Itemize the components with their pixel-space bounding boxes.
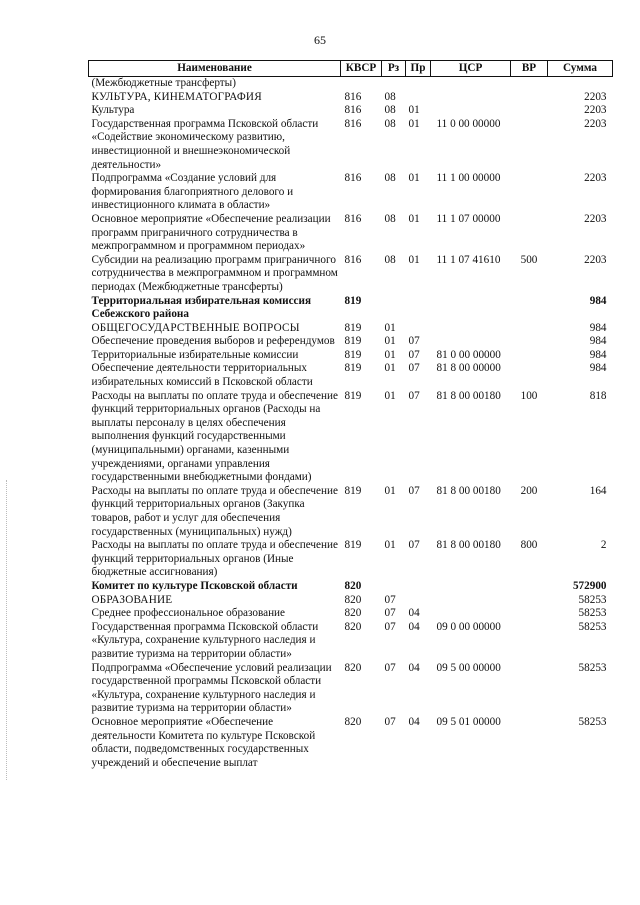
cell-rz: 08	[384, 117, 396, 130]
table-row	[89, 580, 613, 594]
cell-vr	[511, 335, 548, 349]
cell-name: Государственная программа Псковской области «Содействие экономическому развитию, инвестиционной и внешнеэкономической деятельности»	[91, 117, 319, 171]
cell-sum: 2	[600, 539, 607, 552]
cell-vr	[511, 91, 548, 105]
cell-pr: 01	[408, 212, 420, 225]
cell-kvsr: 819	[344, 335, 362, 348]
cell-name: Расходы на выплаты по оплате труда и обеспечение функций территориальных органов (Иные бюджетные ассигнования)	[91, 539, 338, 579]
cell-csr: 11 1 07 41610	[436, 253, 501, 266]
table-row	[89, 621, 613, 662]
cell-vr: 100	[520, 389, 538, 402]
cell-rz: 08	[384, 90, 396, 103]
cell-rz	[382, 580, 406, 594]
cell-vr	[511, 118, 548, 172]
cell-csr: 11 1 00 00000	[436, 172, 501, 185]
cell-sum: 58253	[578, 607, 607, 620]
table-row	[89, 91, 613, 105]
table-row	[89, 362, 613, 389]
cell-kvsr: 816	[344, 172, 362, 185]
cell-csr	[431, 607, 511, 621]
cell-pr	[406, 77, 431, 91]
cell-rz: 01	[384, 321, 396, 334]
cell-pr	[406, 322, 431, 336]
cell-kvsr: 816	[344, 90, 362, 103]
table-row	[89, 77, 613, 91]
table-header	[89, 61, 613, 77]
budget-table	[88, 60, 613, 770]
cell-rz	[382, 77, 406, 91]
table-row	[89, 349, 613, 363]
cell-pr: 07	[408, 539, 420, 552]
cell-rz: 08	[384, 212, 396, 225]
cell-rz: 01	[384, 539, 396, 552]
cell-vr	[511, 621, 548, 662]
cell-name: КУЛЬТУРА, КИНЕМАТОГРАФИЯ	[91, 90, 262, 103]
cell-vr	[511, 77, 548, 91]
cell-name: Комитет по культуре Псковской области	[91, 579, 298, 592]
cell-sum: 58253	[578, 620, 607, 633]
cell-vr	[511, 295, 548, 322]
cell-csr: 81 8 00 00180	[436, 539, 501, 552]
cell-pr	[406, 295, 431, 322]
table-row	[89, 716, 613, 770]
cell-csr: 09 5 00 00000	[436, 661, 501, 674]
header-kvsr: КВСР	[341, 61, 382, 77]
table-row	[89, 104, 613, 118]
cell-name: Обеспечение деятельности территориальных избирательных комиссий в Псковской области	[91, 362, 313, 389]
cell-sum: 2203	[584, 212, 607, 225]
cell-kvsr: 820	[344, 661, 362, 674]
cell-name: Подпрограмма «Обеспечение условий реализации государственной программы Псковской области «Культура, сохранение культурного наследия и развитие туризма на территории области»	[91, 661, 332, 715]
cell-pr: 04	[408, 661, 420, 674]
cell-csr: 81 0 00 00000	[436, 348, 501, 361]
cell-sum	[548, 77, 613, 91]
cell-pr: 07	[408, 484, 420, 497]
cell-name: Субсидии на реализацию программ приграничного сотрудничества в межпрограммном и программном периодах (Межбюджетные трансферты)	[91, 253, 338, 293]
cell-name: Территориальные избирательные комиссии	[91, 348, 299, 361]
header-name: Наименование	[89, 61, 341, 77]
cell-kvsr: 820	[344, 620, 362, 633]
cell-sum: 984	[589, 294, 607, 307]
cell-kvsr: 820	[344, 593, 362, 606]
cell-sum: 2203	[584, 104, 607, 117]
cell-sum: 164	[589, 484, 607, 497]
cell-name: Государственная программа Псковской области «Культура, сохранение культурного наследия и развитие туризма на территории области»	[91, 620, 319, 660]
cell-rz: 07	[384, 607, 396, 620]
table-row	[89, 390, 613, 485]
cell-name: Среднее профессиональное образование	[91, 607, 286, 620]
cell-csr: 81 8 00 00180	[436, 389, 501, 402]
cell-sum: 58253	[578, 715, 607, 728]
cell-name: Основное мероприятие «Обеспечение деятельности Комитета по культуре Псковской области, подведомственных государственных учреждений и обеспечение выплат	[91, 715, 316, 769]
table-body	[89, 77, 613, 771]
cell-vr: 200	[520, 484, 538, 497]
cell-csr	[431, 104, 511, 118]
cell-vr	[511, 607, 548, 621]
cell-rz: 07	[384, 661, 396, 674]
cell-rz	[382, 295, 406, 322]
cell-rz: 01	[384, 362, 396, 375]
table-row	[89, 539, 613, 580]
cell-vr	[511, 322, 548, 336]
cell-sum: 818	[589, 389, 607, 402]
table-row	[89, 335, 613, 349]
cell-rz: 08	[384, 253, 396, 266]
cell-rz: 08	[384, 104, 396, 117]
header-rz: Рз	[382, 61, 406, 77]
cell-kvsr: 820	[344, 579, 362, 592]
header-sum: Сумма	[548, 61, 613, 77]
cell-rz: 08	[384, 172, 396, 185]
cell-vr	[511, 716, 548, 770]
cell-name: ОБРАЗОВАНИЕ	[91, 593, 173, 606]
cell-csr	[431, 322, 511, 336]
table-row	[89, 662, 613, 716]
cell-pr	[406, 580, 431, 594]
cell-vr: 800	[520, 539, 538, 552]
cell-csr	[431, 580, 511, 594]
cell-csr: 09 5 01 00000	[436, 715, 501, 728]
cell-name: ОБЩЕГОСУДАРСТВЕННЫЕ ВОПРОСЫ	[91, 321, 300, 334]
cell-name: Расходы на выплаты по оплате труда и обеспечение функций территориальных органов (Расходы на выплаты персоналу в целях обеспечения выполнения функций государственными (муниципальными) органами, казенными учреждениями, органами управления государственными внебюджетными фондами)	[91, 389, 338, 484]
cell-csr	[431, 335, 511, 349]
table-row	[89, 254, 613, 295]
cell-rz: 07	[384, 620, 396, 633]
cell-sum: 984	[589, 348, 607, 361]
cell-csr: 81 8 00 00180	[436, 484, 501, 497]
cell-sum: 58253	[578, 661, 607, 674]
cell-pr: 01	[408, 117, 420, 130]
table-row	[89, 594, 613, 608]
cell-sum: 2203	[584, 172, 607, 185]
cell-vr	[511, 213, 548, 254]
table-row	[89, 607, 613, 621]
cell-kvsr	[341, 77, 382, 91]
table-row	[89, 172, 613, 213]
table-row	[89, 213, 613, 254]
cell-rz: 01	[384, 335, 396, 348]
header-pr: Пр	[406, 61, 431, 77]
cell-vr	[511, 662, 548, 716]
cell-name: Подпрограмма «Создание условий для формирования благоприятного делового и инвестиционного климата в области»	[91, 172, 294, 212]
cell-kvsr: 816	[344, 117, 362, 130]
cell-csr: 81 8 00 00000	[436, 362, 501, 375]
cell-csr	[431, 594, 511, 608]
cell-sum: 2203	[584, 253, 607, 266]
header-csr: ЦСР	[431, 61, 511, 77]
table-row	[89, 322, 613, 336]
scan-margin-artifact	[6, 480, 9, 780]
cell-csr: 11 0 00 00000	[436, 117, 501, 130]
cell-vr: 500	[520, 253, 538, 266]
cell-vr	[511, 104, 548, 118]
cell-csr	[431, 295, 511, 322]
cell-sum: 2203	[584, 117, 607, 130]
cell-kvsr: 816	[344, 104, 362, 117]
cell-kvsr: 819	[344, 321, 362, 334]
table-row	[89, 485, 613, 539]
cell-rz: 07	[384, 593, 396, 606]
cell-pr	[406, 594, 431, 608]
cell-sum: 572900	[572, 579, 607, 592]
cell-pr: 01	[408, 104, 420, 117]
cell-name: Культура	[91, 104, 135, 117]
cell-name: Обеспечение проведения выборов и референдумов	[91, 335, 335, 348]
cell-sum: 984	[589, 335, 607, 348]
cell-csr: 11 1 07 00000	[436, 212, 501, 225]
cell-kvsr: 816	[344, 253, 362, 266]
header-vr: ВР	[511, 61, 548, 77]
cell-kvsr: 820	[344, 715, 362, 728]
cell-pr: 07	[408, 335, 420, 348]
cell-name: Расходы на выплаты по оплате труда и обеспечение функций территориальных органов (Закупка товаров, работ и услуг для обеспечения государственных (муниципальных) нужд)	[91, 484, 338, 538]
cell-name: Основное мероприятие «Обеспечение реализации программ приграничного сотрудничества в межпрограммном и программном периодах»	[91, 212, 331, 253]
cell-pr: 04	[408, 607, 420, 620]
cell-pr	[406, 91, 431, 105]
cell-sum: 58253	[578, 593, 607, 606]
cell-sum: 984	[589, 321, 607, 334]
cell-kvsr: 819	[344, 362, 362, 375]
cell-pr: 04	[408, 715, 420, 728]
cell-csr: 09 0 00 00000	[436, 620, 501, 633]
cell-vr	[511, 172, 548, 213]
cell-pr: 07	[408, 362, 420, 375]
cell-kvsr: 819	[344, 348, 362, 361]
table-row	[89, 118, 613, 172]
cell-kvsr: 819	[344, 484, 362, 497]
cell-csr	[431, 77, 511, 91]
cell-vr	[511, 349, 548, 363]
cell-kvsr: 820	[344, 607, 362, 620]
cell-kvsr: 819	[344, 539, 362, 552]
cell-pr: 07	[408, 389, 420, 402]
cell-pr: 01	[408, 253, 420, 266]
cell-name: Территориальная избирательная комиссия Себежского района	[91, 294, 311, 321]
cell-name: (Межбюджетные трансферты)	[91, 77, 236, 89]
cell-pr: 01	[408, 172, 420, 185]
cell-vr	[511, 580, 548, 594]
cell-rz: 07	[384, 715, 396, 728]
cell-kvsr: 816	[344, 212, 362, 225]
cell-kvsr: 819	[344, 389, 362, 402]
cell-rz: 01	[384, 484, 396, 497]
cell-pr: 04	[408, 620, 420, 633]
cell-vr	[511, 362, 548, 389]
page-number: 65	[314, 33, 326, 47]
cell-rz: 01	[384, 348, 396, 361]
cell-sum: 2203	[584, 90, 607, 103]
table-row	[89, 295, 613, 322]
cell-rz: 01	[384, 389, 396, 402]
cell-kvsr: 819	[344, 294, 362, 307]
cell-sum: 984	[589, 362, 607, 375]
cell-vr	[511, 594, 548, 608]
cell-csr	[431, 91, 511, 105]
cell-pr: 07	[408, 348, 420, 361]
